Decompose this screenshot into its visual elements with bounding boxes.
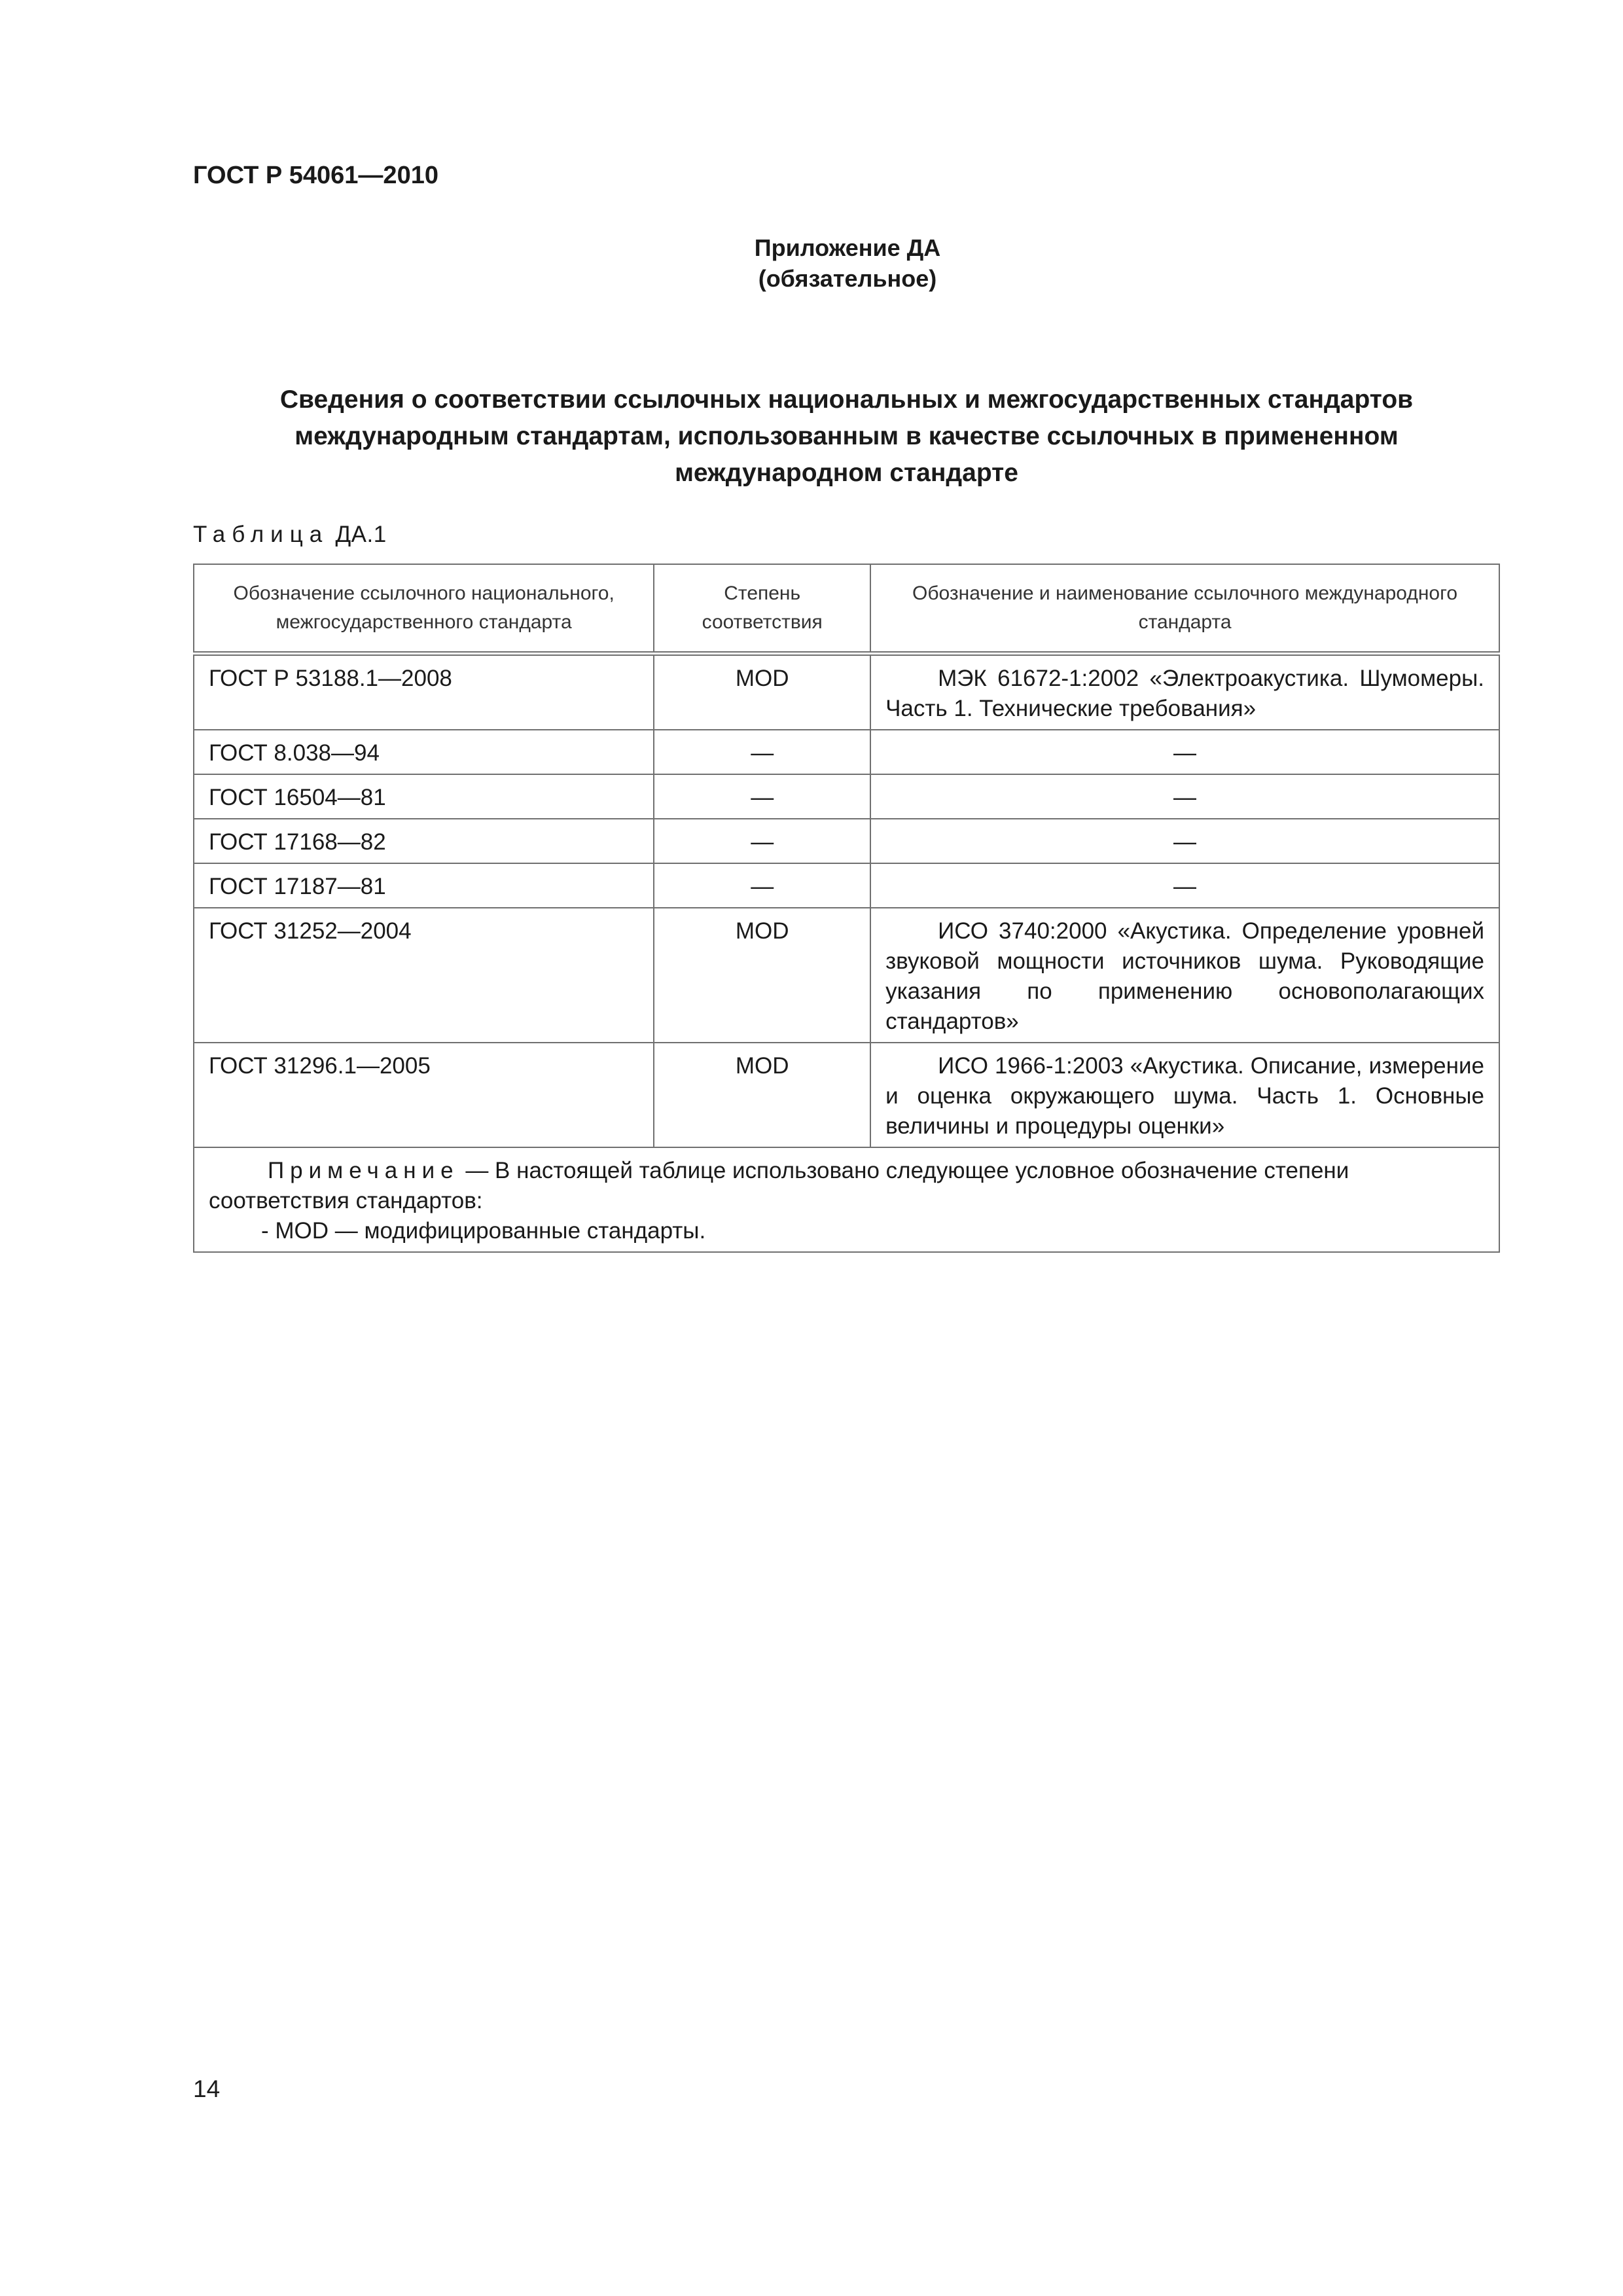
table-row xyxy=(194,908,1499,1043)
table-caption-label: Таблица xyxy=(193,522,329,547)
section-title-line: Сведения о соответствии ссылочных национальных и межгосударственных стандартов xyxy=(279,386,1414,414)
table-caption xyxy=(193,522,387,548)
note-text: — В настоящей таблице использовано следующее условное обозначение степени соответствия стандартов: xyxy=(209,1158,1349,1213)
cell-national: ГОСТ 31296.1—2005 xyxy=(194,1043,654,1147)
section-title-line: международным стандартам, использованным в качестве ссылочных в примененном xyxy=(294,422,1399,450)
table-row xyxy=(194,1043,1499,1147)
table-row xyxy=(194,654,1499,730)
document-code: ГОСТ Р 54061—2010 xyxy=(193,162,438,189)
table-row xyxy=(194,819,1499,863)
cell-degree: MOD xyxy=(654,908,870,1043)
column-header-degree: Степень соответствия xyxy=(654,564,870,654)
table-row xyxy=(194,863,1499,908)
table-header-row xyxy=(194,564,1499,654)
note-list-item: - MOD — модифицированные стандарты. xyxy=(261,1218,706,1244)
section-title xyxy=(193,382,1500,492)
cell-international: ИСО 3740:2000 «Акустика. Определение уровней звуковой мощности источников шума. Руководящие указания по применению основополагающих стандартов» xyxy=(870,908,1499,1043)
appendix-heading xyxy=(0,232,1623,294)
column-header-international: Обозначение и наименование ссылочного международного стандарта xyxy=(870,564,1499,654)
cell-international: — xyxy=(870,819,1499,863)
cell-degree: — xyxy=(654,863,870,908)
cell-degree: MOD xyxy=(654,654,870,730)
cell-national: ГОСТ 16504—81 xyxy=(194,774,654,819)
cell-national: ГОСТ 17168—82 xyxy=(194,819,654,863)
cell-international: ИСО 1966-1:2003 «Акустика. Описание, измерение и оценка окружающего шума. Часть 1. Основные величины и процедуры оценки» xyxy=(870,1043,1499,1147)
cell-national: ГОСТ 17187—81 xyxy=(194,863,654,908)
note-label: Примечание xyxy=(268,1158,459,1183)
table-row xyxy=(194,774,1499,819)
cell-national: ГОСТ 8.038—94 xyxy=(194,730,654,774)
cell-degree: — xyxy=(654,730,870,774)
cell-international: — xyxy=(870,774,1499,819)
page-number: 14 xyxy=(193,2075,221,2102)
cell-degree: MOD xyxy=(654,1043,870,1147)
note-paragraph xyxy=(209,1156,1484,1216)
table-row xyxy=(194,730,1499,774)
appendix-title: Приложение ДА xyxy=(754,234,941,261)
table-note xyxy=(194,1147,1499,1252)
table-caption-number: ДА.1 xyxy=(335,522,387,547)
cell-national: ГОСТ Р 53188.1—2008 xyxy=(194,654,654,730)
column-header-national: Обозначение ссылочного национального, межгосударственного стандарта xyxy=(194,564,654,654)
cell-degree: — xyxy=(654,774,870,819)
appendix-status: (обязательное) xyxy=(758,265,937,292)
section-title-line: международном стандарте xyxy=(675,459,1018,487)
table-note-row xyxy=(194,1147,1499,1252)
cell-international: — xyxy=(870,730,1499,774)
standards-table xyxy=(193,564,1500,1253)
cell-degree: — xyxy=(654,819,870,863)
cell-international: МЭК 61672-1:2002 «Электроакустика. Шумомеры. Часть 1. Технические требования» xyxy=(870,654,1499,730)
cell-international: — xyxy=(870,863,1499,908)
cell-national: ГОСТ 31252—2004 xyxy=(194,908,654,1043)
